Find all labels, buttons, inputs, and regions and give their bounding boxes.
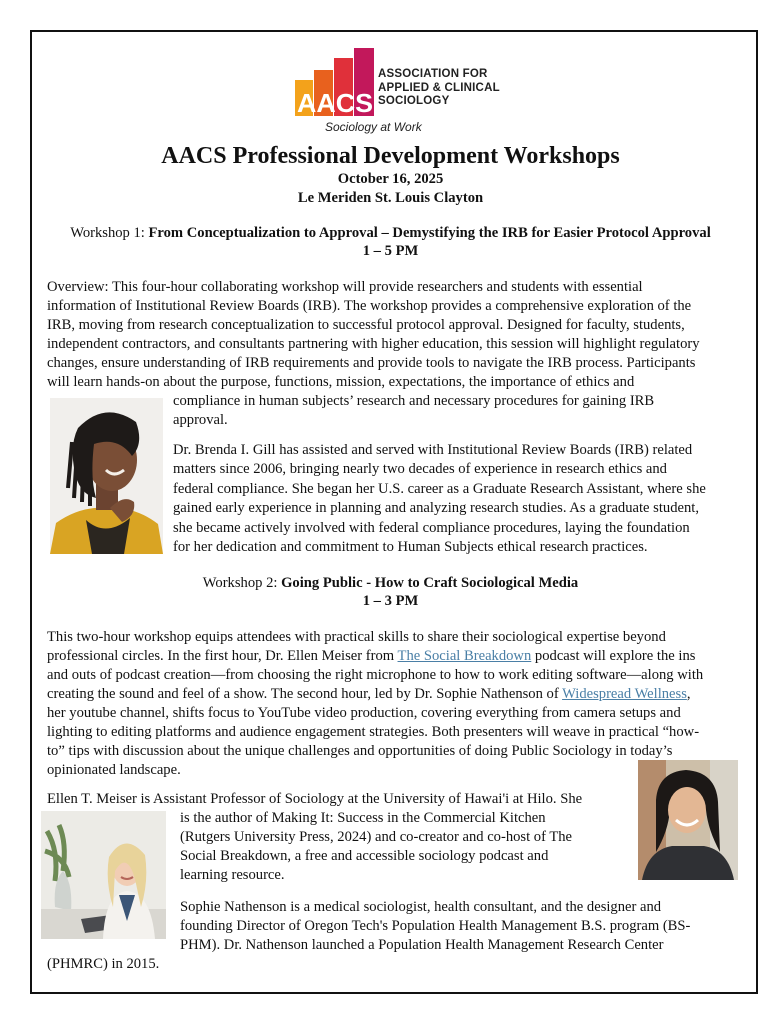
brenda-gill-photo — [50, 398, 163, 554]
desc-text: professional circles. In the first hour, Dr. Ellen Meiser from — [47, 648, 398, 664]
svg-text:AACS: AACS — [297, 88, 373, 116]
workshop2-heading — [30, 574, 751, 593]
ellen-meiser-bio-first: Ellen T. Meiser is Assistant Professor of Sociology at the University of Hawai'i at Hilo. She — [47, 791, 583, 807]
bio-line: for her dedication and commitment to Human Subjects ethical research practices. — [173, 539, 648, 556]
workshop1-overview-wrap — [173, 392, 733, 430]
logo-name-line: ASSOCIATION FOR — [378, 68, 488, 80]
event-venue: Le Meriden St. Louis Clayton — [297, 190, 484, 206]
sophie-nathenson-photo — [638, 760, 738, 880]
ellen-meiser-bio — [180, 809, 640, 885]
workshop1-overview — [47, 278, 752, 392]
desc-line: to” tips with discussion about the unique challenges and opportunities of doing Public Sociology in today’s — [47, 743, 673, 759]
overview-line: compliance in human subjects’ research and necessary procedures for gaining IRB — [173, 393, 655, 409]
workshop2-time: 1 – 3 PM — [362, 593, 419, 609]
bio-line: matters since 2006, bringing nearly two decades of experience in research ethics and — [173, 461, 667, 478]
desc-text: podcast will explore the ins — [531, 648, 696, 664]
desc-line: and outs of podcast creation—from choosing the right microphone to how to work editing software—along with — [47, 667, 704, 683]
sophie-nathenson-bio — [180, 898, 740, 955]
logo-tagline: Sociology at Work — [325, 120, 422, 134]
workshop2-prefix: Workshop 2: — [202, 575, 282, 591]
workshop1-heading — [30, 224, 751, 243]
overview-line: IRB, moving from research conceptualization to successful protocol approval. Designed for faculty, students, — [47, 317, 685, 333]
ellen-meiser-photo — [41, 811, 166, 939]
logo-name — [378, 68, 500, 109]
bio-line: is the author of Making It: Success in the Commercial Kitchen — [180, 810, 546, 826]
logo-name-line: APPLIED & CLINICAL — [378, 81, 500, 94]
desc-text: creating the sound and feel of a show. The second hour, led by Dr. Sophie Nathenson of — [47, 686, 563, 702]
overview-line: approval. — [173, 412, 228, 428]
bio-line: gained early experience in planning and analyzing research studies. As a graduate student, — [173, 500, 699, 517]
bio-line: (Rutgers University Press, 2024) and co-creator and co-host of The — [180, 829, 573, 845]
desc-line: lighting to editing platforms and audience engagement strategies. Both presenters will weave in practical “how- — [47, 724, 700, 740]
bio-line: Dr. Brenda I. Gill has assisted and served with Institutional Review Boards (IRB) related — [173, 442, 693, 458]
bio-line: learning resource. — [180, 867, 285, 883]
desc-line: This two-hour workshop equips attendees with practical skills to share their sociological expertise beyond — [47, 629, 666, 645]
workshop2-title: Going Public - How to Craft Sociological Media — [281, 575, 579, 591]
desc-line: her youtube channel, shifts focus to YouTube video production, covering everything from camera setups and — [47, 705, 681, 721]
social-breakdown-link[interactable]: The Social Breakdown — [397, 648, 532, 664]
desc-line — [47, 685, 752, 704]
bio-line: federal compliance. She began her U.S. career as a Graduate Research Assistant, where she — [173, 480, 706, 497]
workshop1-time: 1 – 5 PM — [362, 243, 419, 259]
overview-line: changes, ensure understanding of IRB requirements and provide tools to navigate the IRB process. Participants — [47, 355, 696, 371]
workshop1-title: From Conceptualization to Approval – Demystifying the IRB for Easier Protocol Approval — [148, 225, 711, 241]
bio-line: founding Director of Oregon Tech's Population Health Management B.S. program (BS- — [180, 918, 691, 934]
page-title: AACS Professional Development Workshops — [161, 143, 620, 169]
desc-line — [47, 647, 752, 666]
overview-line: independent contractors, and consultants partnering with higher education, this session will highlight regulatory — [47, 336, 700, 352]
bio-line: Sophie Nathenson is a medical sociologist, health consultant, and the designer and — [180, 899, 662, 915]
workshop2-description — [47, 628, 752, 780]
overview-line: information of Institutional Review Boards (IRB). The workshop provides a comprehensive exploration of the — [47, 298, 692, 314]
bio-line: she became actively involved with federal compliance procedures, laying the foundation — [173, 519, 690, 536]
desc-text: , — [686, 686, 691, 702]
overview-line: Overview: This four-hour collaborating workshop will provide researchers and students with essential — [47, 279, 643, 295]
logo-name-line: SOCIOLOGY — [378, 95, 450, 107]
sophie-nathenson-bio-last: (PHMRC) in 2015. — [47, 956, 160, 972]
aacs-logo — [293, 48, 377, 116]
bio-line: PHM). Dr. Nathenson launched a Population Health Management Research Center — [180, 937, 664, 953]
widespread-wellness-link[interactable]: Widespread Wellness — [562, 686, 687, 702]
brenda-gill-bio — [173, 441, 738, 557]
workshop1-prefix: Workshop 1: — [70, 225, 149, 241]
desc-line: opinionated landscape. — [47, 762, 181, 778]
event-date: October 16, 2025 — [337, 171, 444, 187]
overview-line: will learn hands-on about the purpose, functions, mission, expectations, the importance of ethics and — [47, 374, 635, 390]
bio-line: Social Breakdown, a free and accessible sociology podcast and — [180, 848, 549, 864]
